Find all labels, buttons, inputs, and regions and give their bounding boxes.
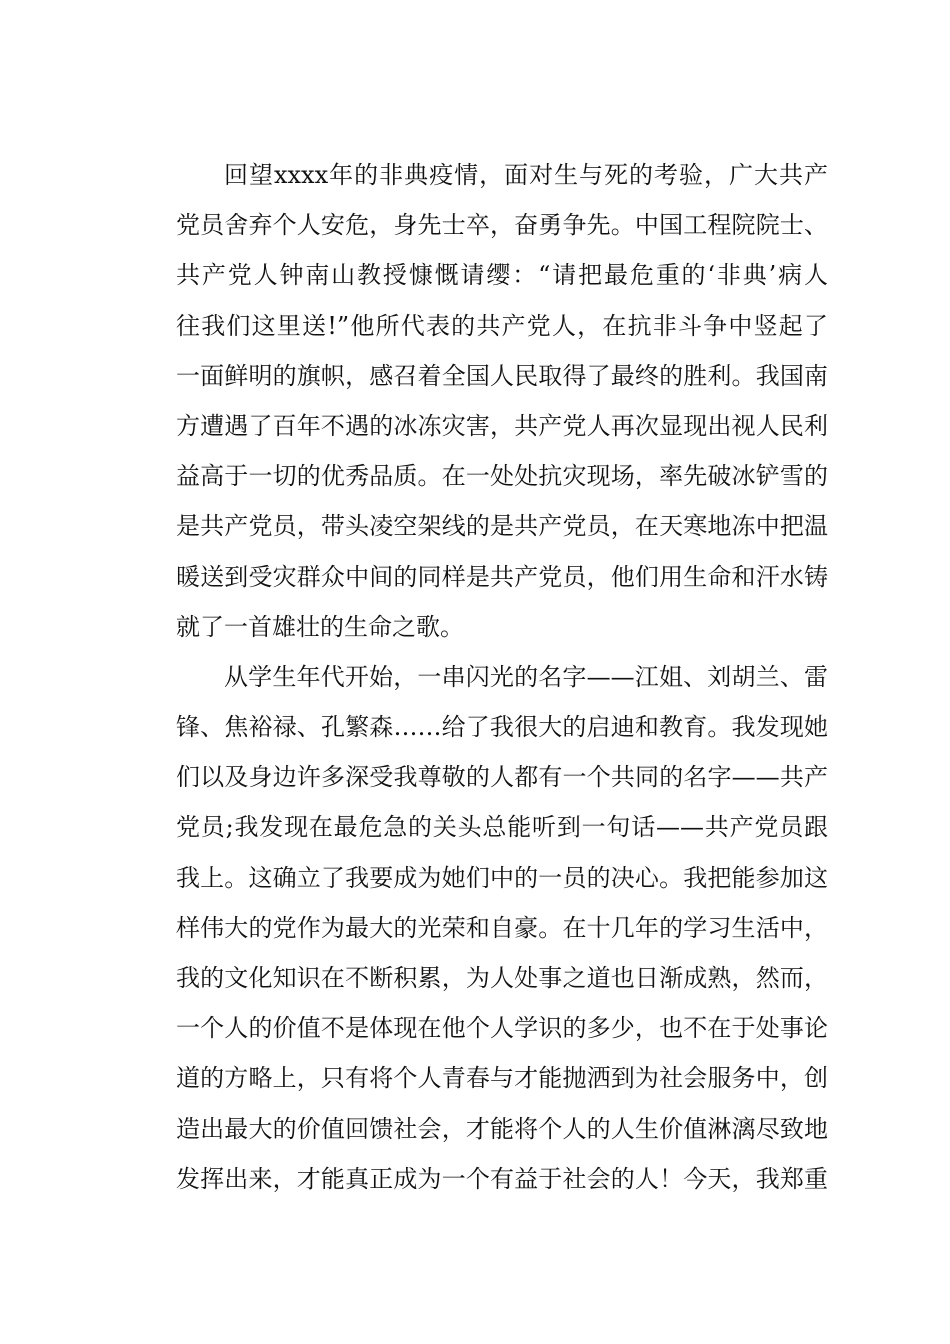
text-line: 共产党人钟南山教授慷慨请缨：“请把最危重的‘非典’病人 [176,261,828,290]
text-line: 党员舍弃个人安危，身先士卒，奋勇争先。中国工程院院士、 [176,211,828,240]
text-line: 往我们这里送!”他所代表的共产党人，在抗非斗争中竖起了 [176,311,828,340]
text-line: 道的方略上，只有将个人青春与才能抛洒到为社会服务中，创 [176,1064,828,1093]
paragraph-1 [128,150,828,652]
text-line: 回望xxxx年的非典疫情，面对生与死的考验，广大共产 [224,161,828,189]
text-line: 造出最大的价值回馈社会，才能将个人的人生价值淋漓尽致地 [176,1114,828,1143]
text-line: 益高于一切的优秀品质。在一处处抗灾现场，率先破冰铲雪的 [176,462,828,491]
text-line: 我上。这确立了我要成为她们中的一员的决心。我把能参加这 [176,863,828,892]
text-line: 是共产党员，带头凌空架线的是共产党员，在天寒地冻中把温 [176,512,828,541]
text-line: 锋、焦裕禄、孔繁森……给了我很大的启迪和教育。我发现她 [176,713,828,742]
text-line: 党员;我发现在最危急的关头总能听到一句话——共产党员跟 [176,813,828,842]
text-line: 们以及身边许多深受我尊敬的人都有一个共同的名字——共产 [176,763,828,792]
text-line: 样伟大的党作为最大的光荣和自豪。在十几年的学习生活中， [176,913,828,942]
text-line: 暖送到受灾群众中间的同样是共产党员，他们用生命和汗水铸 [176,562,828,591]
paragraph-2 [128,652,828,1204]
text-line: 一个人的价值不是体现在他个人学识的多少，也不在于处事论 [176,1014,828,1043]
document-body [128,150,828,1204]
text-line: 一面鲜明的旗帜，感召着全国人民取得了最终的胜利。我国南 [176,361,828,390]
text-line: 我的文化知识在不断积累，为人处事之道也日渐成熟，然而， [176,964,828,992]
text-line: 从学生年代开始，一串闪光的名字——江姐、刘胡兰、雷 [224,662,828,691]
text-line: 方遭遇了百年不遇的冰冻灾害，共产党人再次显现出视人民利 [176,411,828,440]
text-line: 就了一首雄壮的生命之歌。 [176,612,464,641]
text-line: 发挥出来，才能真正成为一个有益于社会的人！今天，我郑重 [176,1164,828,1193]
